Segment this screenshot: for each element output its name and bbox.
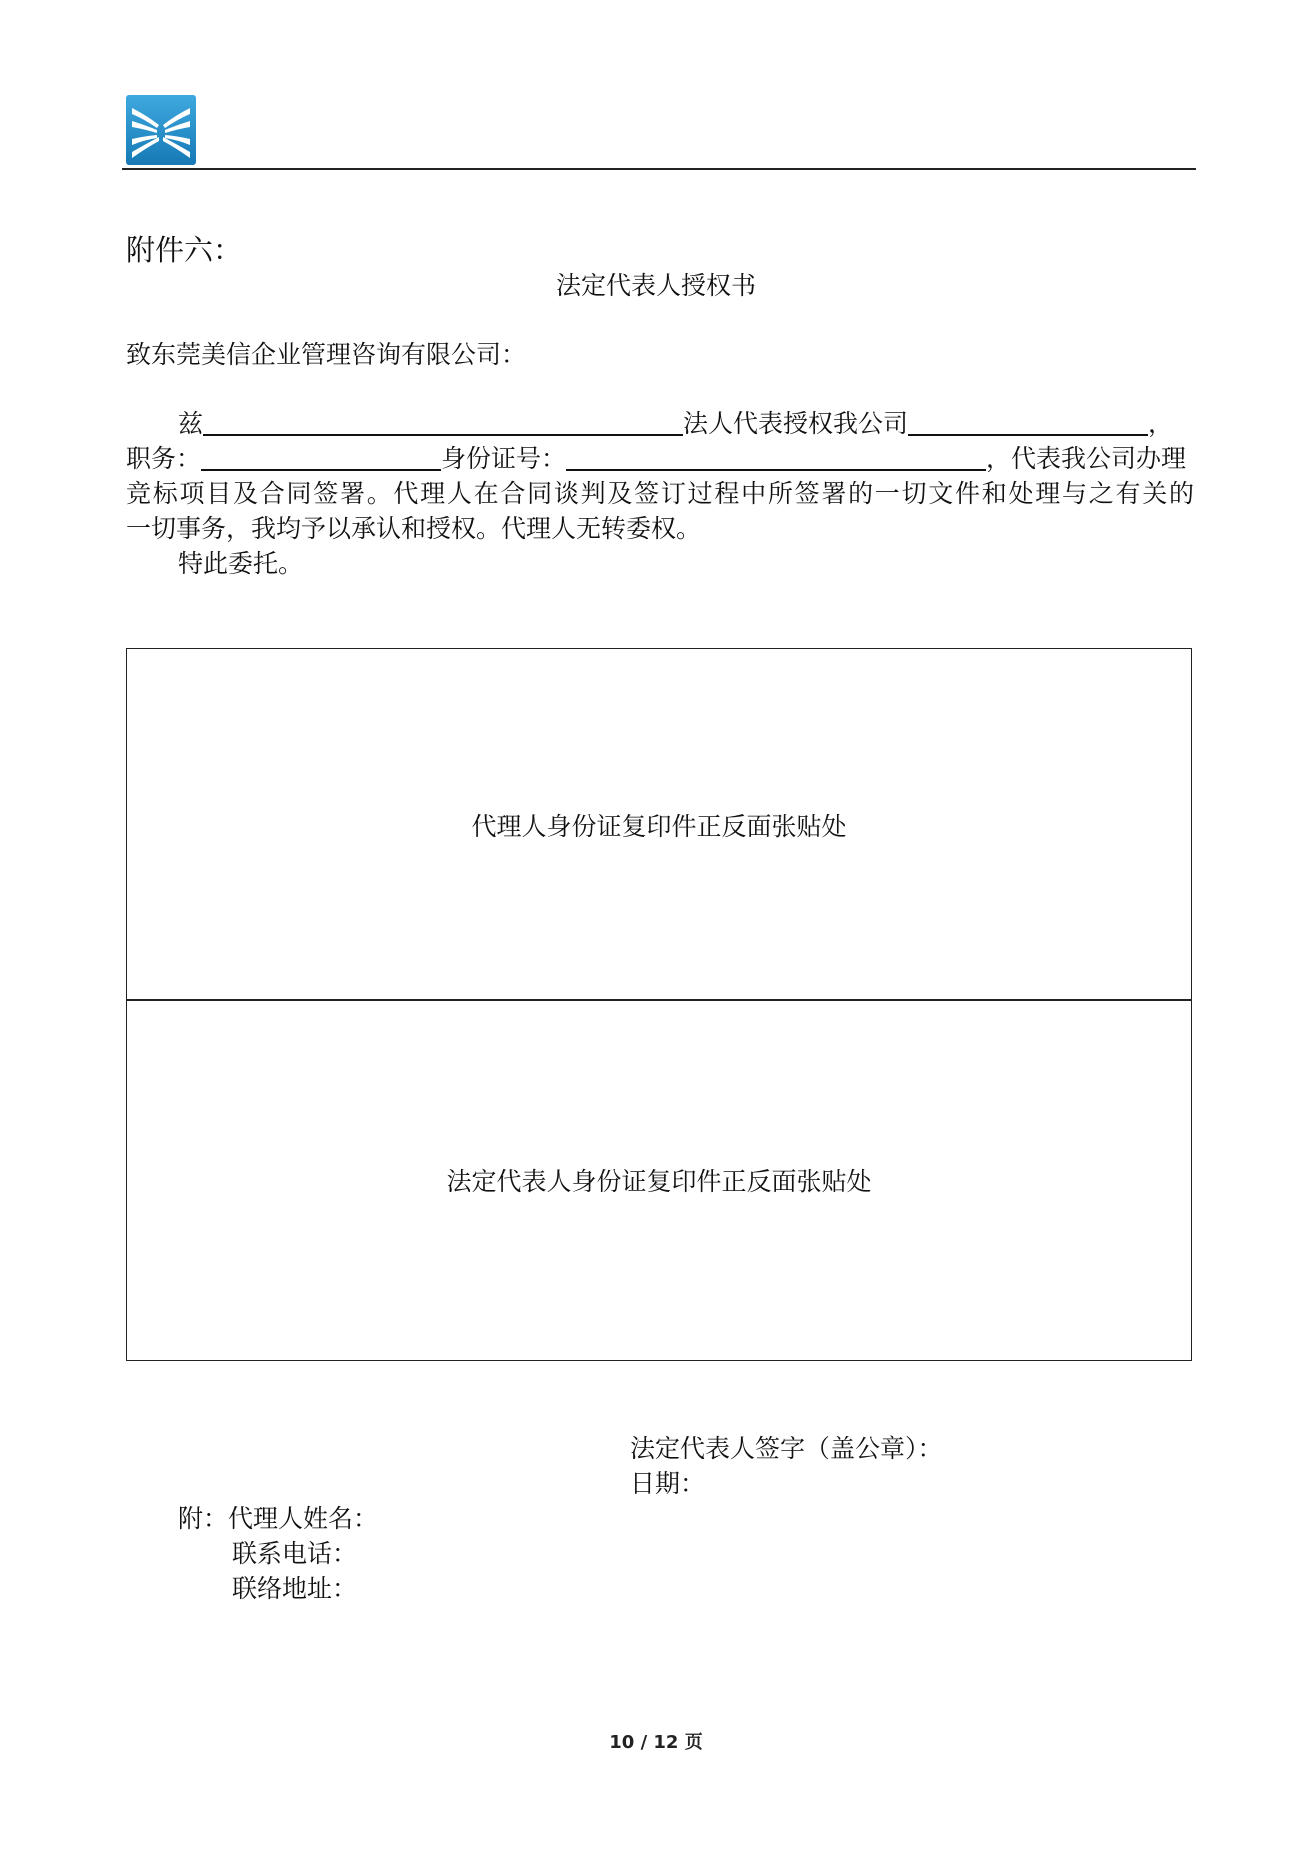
paragraph-line-1 xyxy=(126,406,1194,441)
agent-name-blank xyxy=(908,408,1148,436)
represent-text: ，代表我公司办理 xyxy=(986,444,1187,473)
paragraph-line-4: 一切事务，我均予以承认和授权。代理人无转委权。 xyxy=(126,514,702,543)
date-label: 日期： xyxy=(630,1469,706,1498)
company-name-blank xyxy=(203,408,683,436)
company-logo-icon xyxy=(126,95,196,165)
addressee-line: 致东莞美信企业管理咨询有限公司： xyxy=(126,340,527,369)
id-number-label: 身份证号： xyxy=(441,444,567,473)
rep-id-paste-box xyxy=(126,999,1192,1361)
agent-id-paste-label: 代理人身份证复印件正反面张贴处 xyxy=(471,811,847,841)
page-number: 10 / 12 页 xyxy=(609,1732,703,1753)
paragraph-line-5: 特此委托。 xyxy=(178,549,304,578)
rep-signature-label: 法定代表人签字（盖公章）： xyxy=(630,1434,943,1463)
contact-address-label: 联络地址： xyxy=(232,1574,358,1603)
document-title: 法定代表人授权书 xyxy=(555,271,756,300)
rep-id-paste-label: 法定代表人身份证复印件正反面张贴处 xyxy=(446,1167,872,1196)
attachment-label: 附件六： xyxy=(126,233,243,267)
grant-suffix: ， xyxy=(1148,409,1174,438)
agent-id-paste-box xyxy=(126,648,1192,1001)
paragraph-line-2 xyxy=(126,441,1194,476)
position-label: 职务： xyxy=(126,444,202,473)
grant-mid: 法人代表授权我公司 xyxy=(683,409,909,438)
agent-name-label: 附：代理人姓名： xyxy=(178,1504,379,1533)
paragraph-line-3: 竞标项目及合同签署。代理人在合同谈判及签订过程中所签署的一切文件和处理与之有关的 xyxy=(126,479,1194,508)
contact-phone-label: 联系电话： xyxy=(232,1539,358,1568)
header-divider xyxy=(122,168,1196,170)
position-blank xyxy=(201,443,441,471)
id-number-blank xyxy=(566,443,986,471)
grant-prefix: 兹 xyxy=(178,409,204,438)
authorization-paragraph xyxy=(126,406,1194,581)
